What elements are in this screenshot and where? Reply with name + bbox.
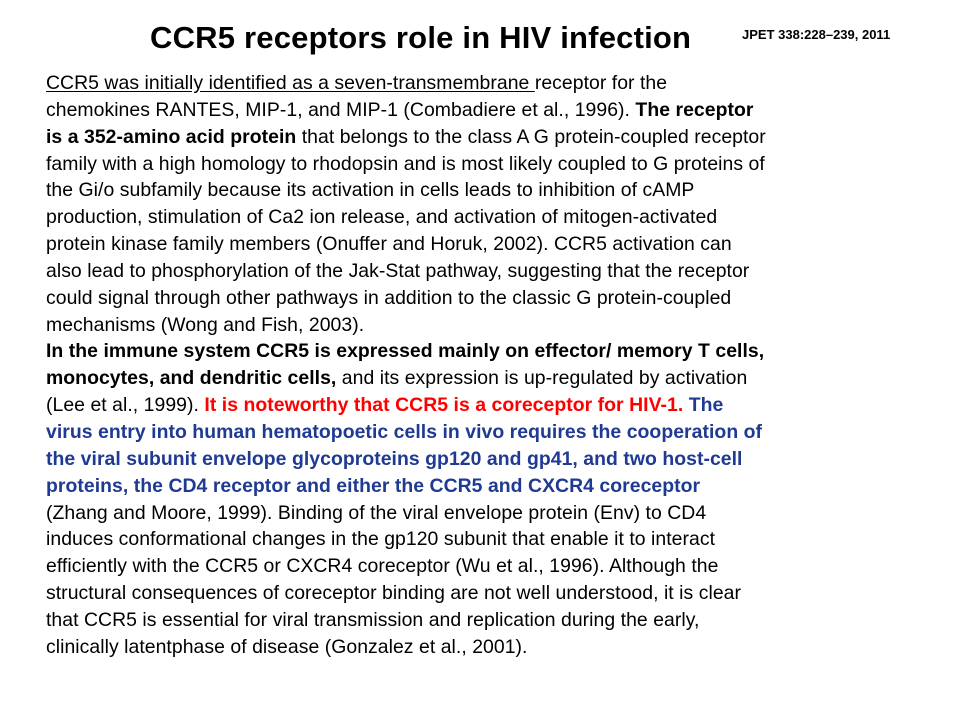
underlined-text: CCR5 was initially identified as a seven-transmembrane — [46, 72, 535, 94]
slide-title: CCR5 receptors role in HIV infection — [150, 20, 692, 55]
text-line — [46, 70, 946, 97]
text-line — [46, 392, 946, 419]
blue-highlight-line: virus entry into human hematopoetic cells in vivo requires the cooperation of — [46, 420, 763, 443]
text-line: could signal through other pathways in addition to the classic G protein-coupled — [46, 286, 732, 309]
text-line: (Zhang and Moore, 1999). Binding of the viral envelope protein (Env) to CD4 — [46, 501, 707, 524]
text-line: mechanisms (Wong and Fish, 2003). — [46, 313, 365, 336]
text-line: also lead to phosphorylation of the Jak-Stat pathway, suggesting that the receptor — [46, 259, 750, 282]
text-line — [46, 97, 946, 124]
text-line: induces conformational changes in the gp120 subunit that enable it to interact — [46, 528, 716, 551]
bold-text-line: In the immune system CCR5 is expressed mainly on effector/ memory T cells, — [46, 340, 765, 363]
text-segment: chemokines RANTES, MIP-1, and MIP-1 (Combadiere et al., 1996). — [46, 98, 636, 121]
bold-text: is a 352-amino acid protein — [46, 125, 297, 148]
bold-text: monocytes, and dendritic cells, — [46, 367, 337, 390]
red-highlight-text: It is noteworthy that CCR5 is a coreceptor for HIV-1. — [204, 394, 684, 417]
text-line: efficiently with the CCR5 or CXCR4 coreceptor (Wu et al., 1996). Although the — [46, 555, 719, 578]
text-segment: that belongs to the class A G protein-coupled receptor — [296, 125, 766, 148]
text-line: structural consequences of coreceptor binding are not well understood, it is clear — [46, 582, 742, 605]
body-paragraphs — [46, 70, 946, 661]
text-line: clinically latentphase of disease (Gonzalez et al., 2001). — [46, 635, 528, 658]
blue-highlight-text: The — [683, 394, 724, 417]
bold-text: The receptor — [635, 98, 754, 121]
text-line: protein kinase family members (Onuffer and Horuk, 2002). CCR5 activation can — [46, 233, 732, 256]
text-segment: (Lee et al., 1999). — [46, 394, 205, 417]
journal-citation: JPET 338:228–239, 2011 — [742, 27, 891, 42]
text-line: family with a high homology to rhodopsin and is most likely coupled to G proteins of — [46, 152, 765, 175]
text-line — [46, 365, 946, 392]
blue-highlight-line: the viral subunit envelope glycoproteins gp120 and gp41, and two host-cell — [46, 447, 743, 470]
text-segment: and its expression is up-regulated by activation — [336, 367, 748, 390]
text-line: the Gi/o subfamily because its activation in cells leads to inhibition of cAMP — [46, 179, 695, 202]
text-segment: receptor for the — [534, 72, 668, 94]
blue-highlight-line: proteins, the CD4 receptor and either the CCR5 and CXCR4 coreceptor — [46, 474, 701, 497]
text-line: that CCR5 is essential for viral transmission and replication during the early, — [46, 608, 700, 631]
text-line — [46, 124, 946, 151]
text-line: production, stimulation of Ca2 ion release, and activation of mitogen-activated — [46, 206, 718, 229]
